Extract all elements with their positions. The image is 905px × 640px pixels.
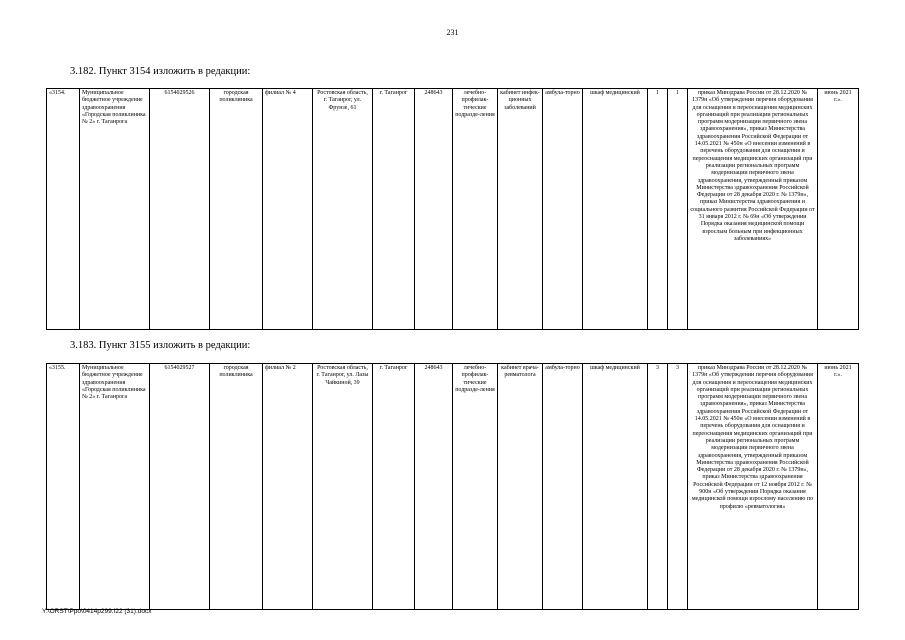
cell-equipment: шкаф медицинский (583, 364, 648, 610)
cell-room: кабинет инфек-ционных заболеваний (498, 89, 543, 330)
cell-equipment: шкаф медицинский (583, 89, 648, 330)
cell-legal-basis: приказ Минздрава России от 28.12.2020 № 1379н «Об утверждении перечня оборудования для оснащения и переоснащения медицинских организаций при реализации региональных программ модернизации первичного звена здравоохранения», приказ Министерства здравоохранения Российской Федерации от 14.05.2021 № 450н «О внесении изменений в перечень оборудования для оснащения и переоснащения медицинских организаций при реализации региональных программ модернизации первичного звена здравоохранения, утвержденный приказом Министерства здравоохранения Российской Федерации от 28 декабря 2020 г. № 1379н», приказ Министерства здравоохранения и социального развития Российской Федерации от 31 января 2012 г. № 69н «Об утверждении Порядка оказания медицинской помощи взрослым больным при инфекционных заболеваниях» (688, 89, 818, 330)
cell-inn: 6154029527 (150, 364, 210, 610)
cell-branch: филиал № 4 (263, 89, 313, 330)
cell-quantity-2: 3 (668, 364, 688, 610)
cell-city: г. Таганрог (373, 89, 415, 330)
cell-quantity-1: 3 (648, 364, 668, 610)
cell-quantity-2: 1 (668, 89, 688, 330)
section-heading-3182: 3.182. Пункт 3154 изложить в редакции: (70, 66, 251, 77)
cell-room: кабинет врача-ревматолога (498, 364, 543, 610)
table-row (47, 89, 859, 330)
cell-unit: лечебно-профилак-тические подразде-ления (453, 364, 498, 610)
cell-care: амбула-торно (543, 89, 583, 330)
cell-code: 248643 (415, 364, 453, 610)
equipment-table-3154 (46, 88, 859, 330)
cell-date: июнь 2021 г.». (818, 364, 859, 610)
cell-quantity-1: 1 (648, 89, 668, 330)
cell-organization: Муниципальное бюджетное учреждение здравоохранения «Городская поликлиника № 2» г. Таганрога (80, 364, 150, 610)
file-path: Y:\ORST\Ppo\0414p299.f22 (31).docx (42, 608, 152, 615)
cell-inn: 6154029526 (150, 89, 210, 330)
cell-city: г. Таганрог (373, 364, 415, 610)
page-number: 231 (446, 28, 459, 37)
cell-date: июнь 2021 г.». (818, 89, 859, 330)
cell-number: «3155. (47, 364, 80, 610)
cell-care: амбула-торно (543, 364, 583, 610)
cell-address: Ростовская область, г. Таганрог, ул. Фрунзе, 61 (313, 89, 373, 330)
table-row (47, 364, 859, 610)
cell-type: городская поликлиника (210, 89, 263, 330)
cell-number: «3154. (47, 89, 80, 330)
cell-code: 248643 (415, 89, 453, 330)
equipment-table-3155 (46, 363, 859, 610)
cell-branch: филиал № 2 (263, 364, 313, 610)
cell-legal-basis: приказ Минздрава России от 28.12.2020 № 1379н «Об утверждении перечня оборудования для оснащения и переоснащения медицинских организаций при реализации региональных программ модернизации первичного звена здравоохранения», приказ Министерства здравоохранения Российской Федерации от 14.05.2021 № 450н «О внесении изменений в перечень оборудования для оснащения и переоснащения медицинских организаций при реализации региональных программ модернизации первичного звена здравоохранения, утвержденный приказом Министерства здравоохранения Российской Федерации от 28 декабря 2020 г. № 1379н», приказ Министерства здравоохранения Российской Федерации от 12 ноября 2012 г. № 900н «Об утверждении Порядка оказания медицинской помощи взрослому населению по профилю «ревматология» (688, 364, 818, 610)
cell-organization: Муниципальное бюджетное учреждение здравоохранения «Городская поликлиника № 2» г. Таганрога (80, 89, 150, 330)
cell-type: городская поликлиника (210, 364, 263, 610)
cell-address: Ростовская область, г. Таганрог, ул. Лазы Чайкиной, 39 (313, 364, 373, 610)
section-heading-3183: 3.183. Пункт 3155 изложить в редакции: (70, 340, 251, 351)
cell-unit: лечебно-профилак-тические подразде-ления (453, 89, 498, 330)
